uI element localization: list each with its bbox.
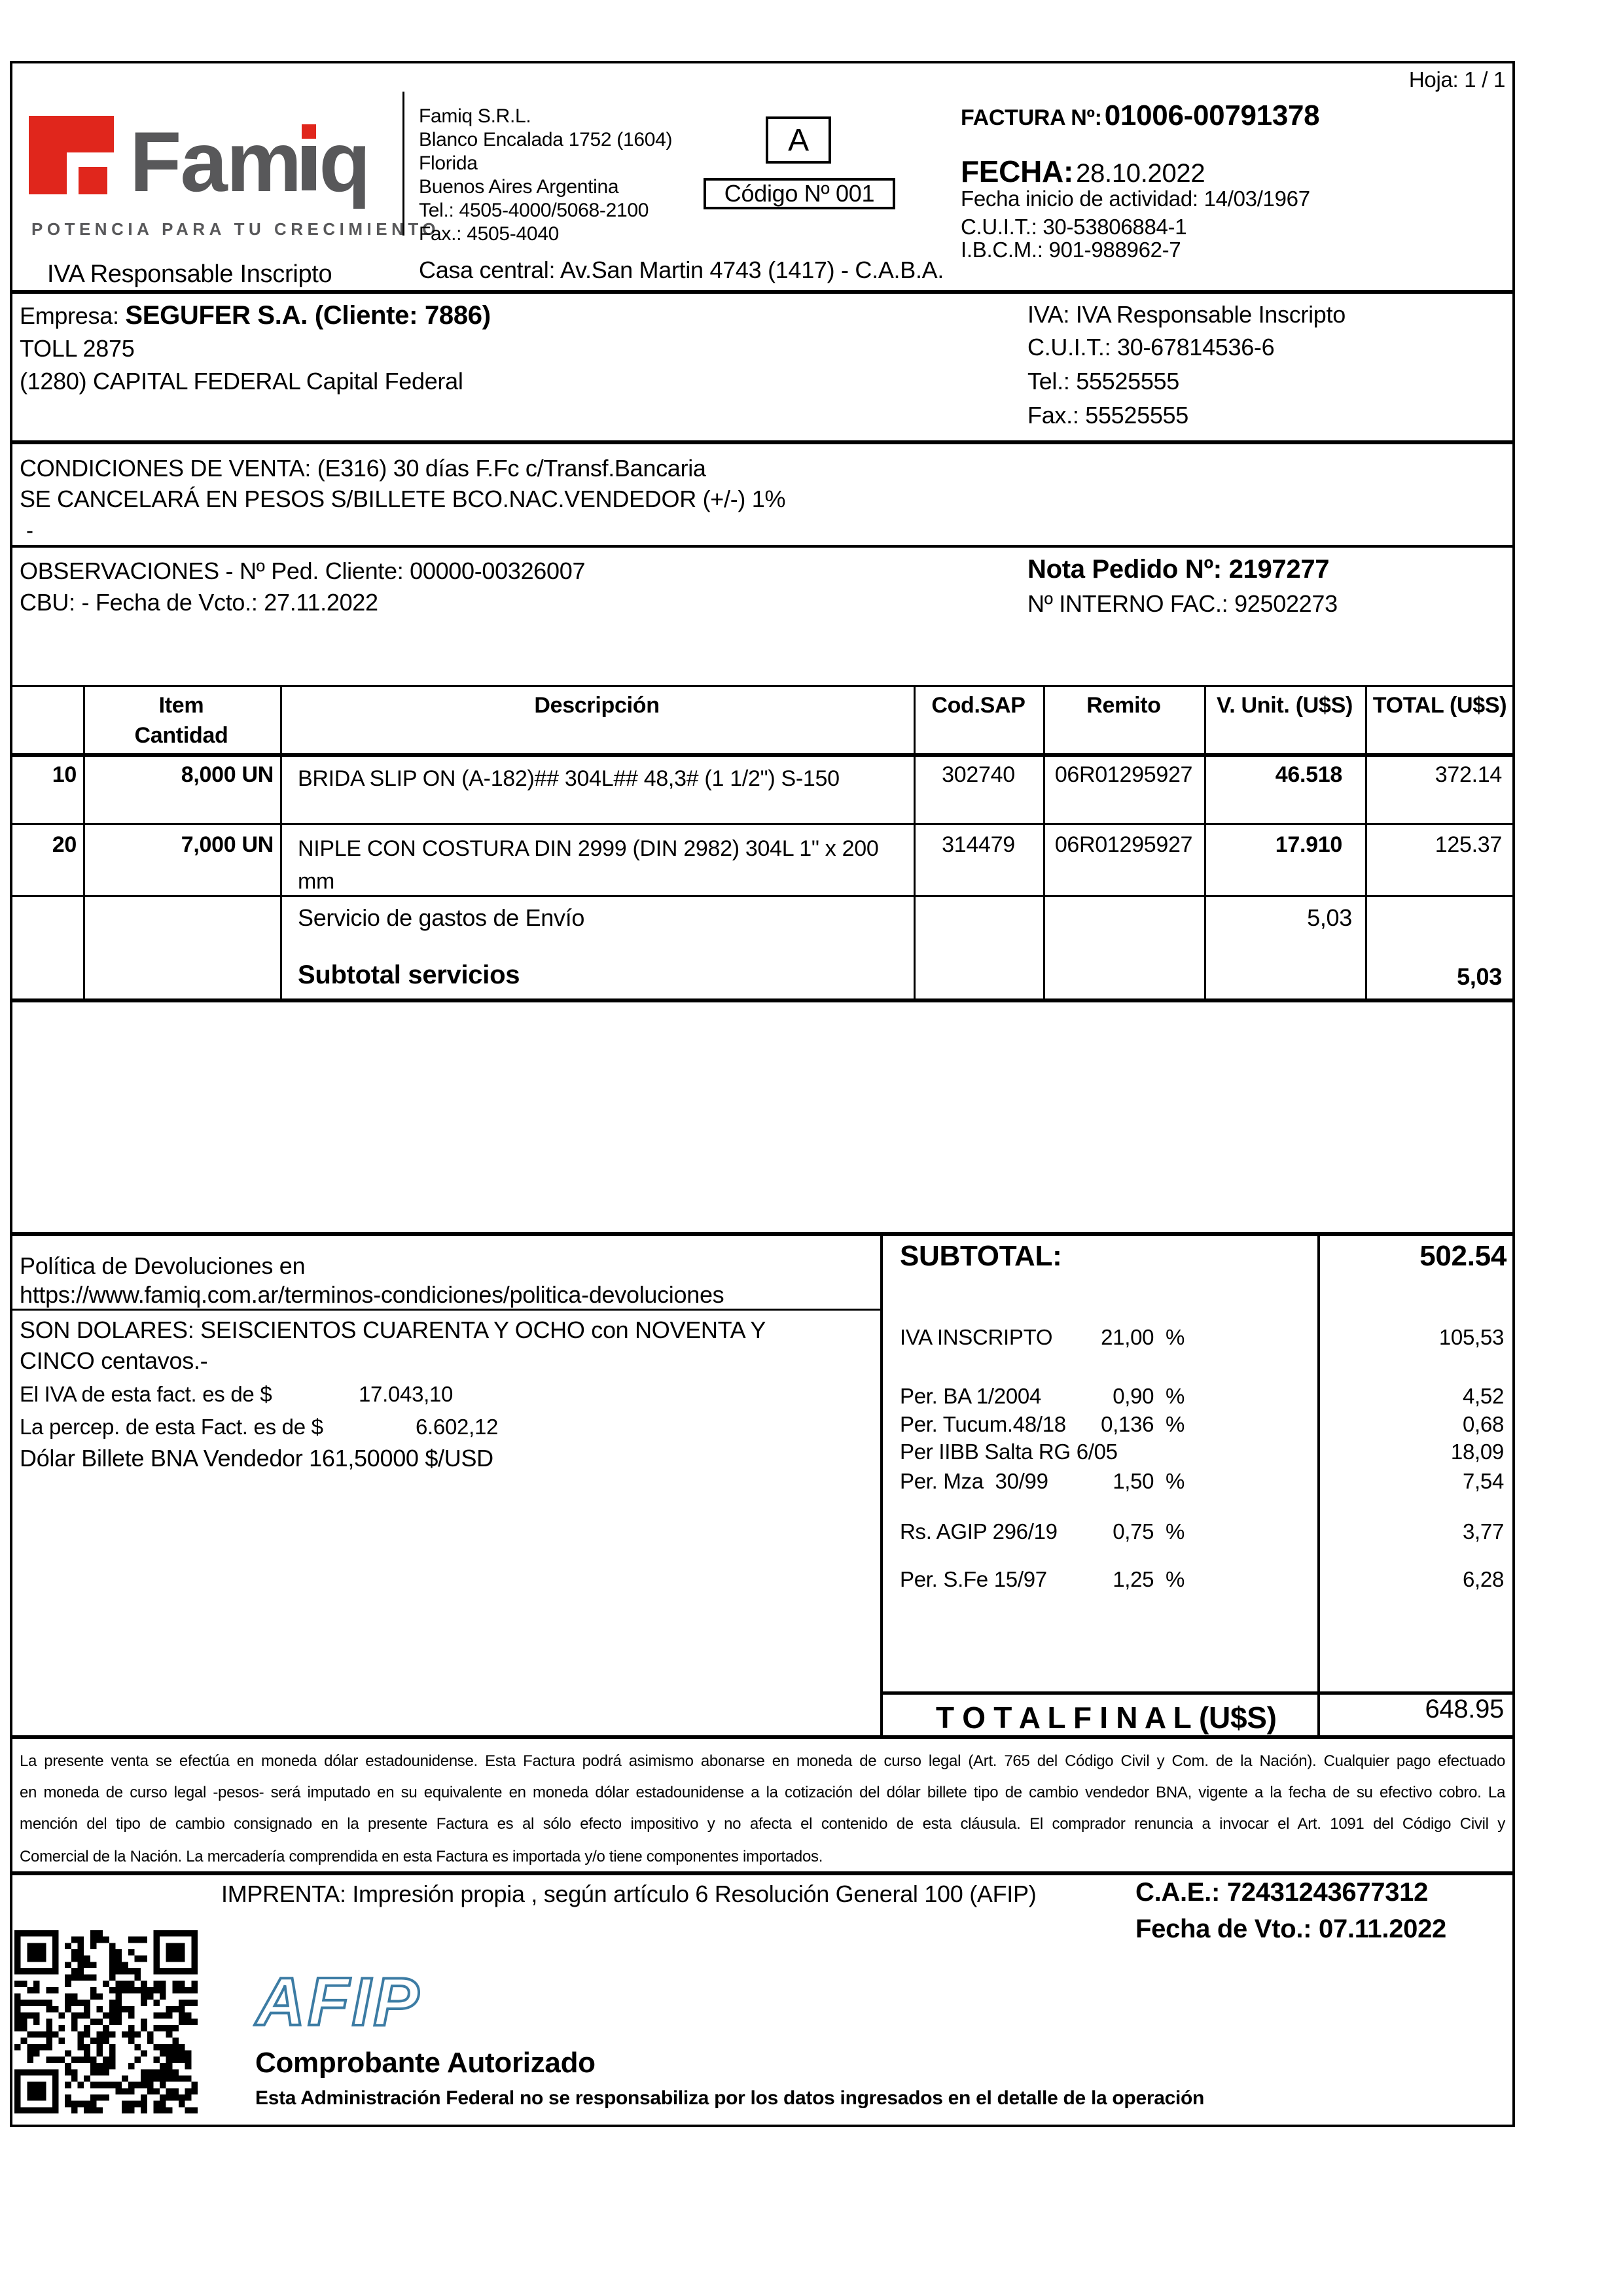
percep-note-label: La percep. de esta Fact. es de $ xyxy=(20,1415,323,1439)
condiciones-line2: SE CANCELARÁ EN PESOS S/BILLETE BCO.NAC.VENDEDOR (+/-) 1% xyxy=(20,486,786,512)
customer-tel: Tel.: 55525555 xyxy=(1027,368,1179,395)
col-header-codsap: Cod.SAP xyxy=(931,693,1026,718)
inicio-actividad: Fecha inicio de actividad: 14/03/1967 xyxy=(961,186,1310,211)
legal-bottom-line xyxy=(10,1871,1515,1875)
legal-line1: La presente venta se efectúa en moneda dólar estadounidense. Esta Factura podrá asimismo abonarse en moneda de curso legal (Art. 765 del Código Civil y Com. de la Nación). Cualquier pago efectuado xyxy=(20,1752,1505,1770)
row-divider xyxy=(10,823,1515,825)
company-address2: Florida xyxy=(419,152,478,174)
codigo-box: Código Nº 001 xyxy=(704,178,895,209)
tax-value: 3,77 xyxy=(1462,1519,1504,1544)
fecha-line xyxy=(961,154,1205,189)
cell-descripcion: BRIDA SLIP ON (A-182)## 304L## 48,3# (1 1/2") S-150 xyxy=(298,766,840,791)
observaciones-line: OBSERVACIONES - Nº Ped. Cliente: 00000-00326007 xyxy=(20,557,586,584)
col-header-vunit: V. Unit. (U$S) xyxy=(1216,693,1353,718)
tax-row xyxy=(900,1439,1504,1466)
legal-line3: mención del tipo de cambio consignado en la presente Factura es al sólo efecto impositivo y no afecta el contenido de esta cláusula. El comprador renuncia a invocar el Art. 1091 del Código Civil y xyxy=(20,1815,1505,1833)
tax-label: IVA INSCRIPTO xyxy=(900,1325,1053,1349)
cell-remito: 06R01295927 xyxy=(1054,832,1193,857)
cell-total: 372.14 xyxy=(1435,762,1502,787)
company-address3: Buenos Aires Argentina xyxy=(419,176,619,198)
subtotal-label: SUBTOTAL: xyxy=(900,1240,1062,1272)
table-bottom-line xyxy=(10,998,1515,1002)
tax-row xyxy=(900,1325,1504,1351)
cell-vunit: 17.910 xyxy=(1275,832,1342,857)
company-address-block xyxy=(419,105,672,246)
fecha-value: 28.10.2022 xyxy=(1076,159,1205,188)
legal-line2: en moneda de curso legal -pesos- será imputado en su equivalente en moneda dólar estadounidense a la cotización del dólar billete tipo de cambio vendedor BNA, vigente a la fecha de su efectivo cobro. La xyxy=(20,1784,1505,1801)
subtotal-value: 502.54 xyxy=(1419,1240,1507,1272)
tax-value: 4,52 xyxy=(1462,1384,1504,1408)
famiq-logo-wordmark xyxy=(130,113,370,211)
cell-remito: 06R01295927 xyxy=(1054,762,1193,787)
empresa-label: Empresa: xyxy=(20,302,126,329)
invoice-letter-box: A xyxy=(766,116,831,164)
divider xyxy=(10,290,1515,294)
afip-logo-icon xyxy=(253,1963,488,2038)
table-row xyxy=(10,762,1515,821)
tax-row xyxy=(900,1469,1504,1495)
afip-disclaimer: Esta Administración Federal no se responsabiliza por los datos ingresados en el detalle de la operación xyxy=(255,2087,1205,2109)
afip-logo-text: AFIP xyxy=(256,1964,421,2038)
summary-bottom-line xyxy=(10,1735,1515,1739)
service-vunit: 5,03 xyxy=(1307,904,1352,931)
company-fax: Fax.: 4505-4040 xyxy=(419,223,559,245)
tax-row xyxy=(900,1519,1504,1545)
service-description: Servicio de gastos de Envío xyxy=(298,904,585,931)
table-header-line xyxy=(10,753,1515,757)
qr-code-icon xyxy=(14,1930,198,2113)
tax-row xyxy=(900,1384,1504,1410)
total-final-label: T O T A L F I N A L (U$S) xyxy=(936,1701,1277,1735)
factura-label: FACTURA Nº: xyxy=(961,105,1102,130)
cell-cantidad: 8,000 UN xyxy=(181,762,274,787)
tax-pct: 1,25 % xyxy=(1113,1567,1185,1591)
iva-status: IVA Responsable Inscripto xyxy=(47,260,332,288)
url-divider xyxy=(10,1309,880,1311)
empresa-name: SEGUFER S.A. (Cliente: 7886) xyxy=(125,301,491,330)
cell-total: 125.37 xyxy=(1435,832,1502,857)
cell-item: 20 xyxy=(52,832,77,857)
tax-value: 7,54 xyxy=(1462,1469,1504,1493)
logo-text-q: q xyxy=(319,114,370,209)
company-address1: Blanco Encalada 1752 (1604) xyxy=(419,129,673,150)
tax-pct: 1,50 % xyxy=(1113,1469,1185,1493)
condiciones-line3: - xyxy=(26,518,33,542)
tax-label: Per. BA 1/2004 xyxy=(900,1384,1041,1408)
customer-iva: IVA: IVA Responsable Inscripto xyxy=(1027,301,1346,328)
iva-note-label: El IVA de esta fact. es de $ xyxy=(20,1382,272,1406)
empresa-line xyxy=(20,301,491,330)
tax-label: Rs. AGIP 296/19 xyxy=(900,1519,1058,1544)
divider xyxy=(10,545,1515,548)
tax-pct: 0,75 % xyxy=(1113,1519,1185,1544)
customer-fax: Fax.: 55525555 xyxy=(1027,402,1188,429)
logo-letter-i xyxy=(300,128,319,191)
imprenta-line: IMPRENTA: Impresión propia , según artículo 6 Resolución General 100 (AFIP) xyxy=(221,1881,1037,1907)
numero-interno: Nº INTERNO FAC.: 92502273 xyxy=(1027,590,1338,617)
divider xyxy=(10,440,1515,444)
condiciones-line1: CONDICIONES DE VENTA: (E316) 30 días F.Fc c/Transf.Bancaria xyxy=(20,455,706,482)
customer-cuit: C.U.I.T.: 30-67814536-6 xyxy=(1027,334,1275,361)
dolar-note: Dólar Billete BNA Vendedor 161,50000 $/USD xyxy=(20,1445,493,1472)
company-ibcm: I.B.C.M.: 901-988962-7 xyxy=(961,238,1181,262)
col-header-item: Item xyxy=(158,693,204,718)
legal-line4: Comercial de la Nación. La mercadería comprendida en esta Factura es importada y/o tiene componentes importados. xyxy=(20,1848,823,1865)
factura-number-line xyxy=(961,99,1319,132)
col-header-total: TOTAL (U$S) xyxy=(1372,693,1507,718)
col-header-remito: Remito xyxy=(1086,693,1161,718)
cae-vencimiento: Fecha de Vto.: 07.11.2022 xyxy=(1135,1915,1446,1943)
amount-words-line2: CINCO centavos.- xyxy=(20,1347,208,1374)
cell-descripcion: NIPLE CON COSTURA DIN 2999 (DIN 2982) 304L 1" x 200 mm xyxy=(298,836,879,894)
customer-address2: (1280) CAPITAL FEDERAL Capital Federal xyxy=(20,368,463,395)
table-header-row xyxy=(10,685,1515,753)
percep-note-value: 6.602,12 xyxy=(416,1415,499,1439)
amount-words-line1: SON DOLARES: SEISCIENTOS CUARENTA Y OCHO con NOVENTA Y xyxy=(20,1316,766,1343)
header-divider xyxy=(402,92,404,236)
fecha-label: FECHA: xyxy=(961,154,1073,188)
tax-pct: 0,90 % xyxy=(1113,1384,1185,1408)
total-final-value: 648.95 xyxy=(1425,1695,1504,1723)
factura-number: 01006-00791378 xyxy=(1104,99,1320,132)
company-cuit: C.U.I.T.: 30-53806884-1 xyxy=(961,215,1187,239)
cae-number: C.A.E.: 72431243677312 xyxy=(1135,1878,1429,1907)
tax-label: Per. S.Fe 15/97 xyxy=(900,1567,1047,1591)
iva-note-value: 17.043,10 xyxy=(359,1382,454,1406)
devoluciones-line1: Política de Devoluciones en xyxy=(20,1252,306,1279)
page-counter: Hoja: 1 / 1 xyxy=(1408,67,1505,92)
summary-left-line xyxy=(880,1232,883,1739)
tax-row xyxy=(900,1412,1504,1438)
tax-row xyxy=(900,1567,1504,1593)
cell-vunit: 46.518 xyxy=(1275,762,1342,787)
company-tel: Tel.: 4505-4000/5068-2100 xyxy=(419,200,649,221)
devoluciones-url[interactable] xyxy=(20,1281,724,1309)
cell-codsap: 314479 xyxy=(942,832,1015,857)
tax-label: Per. Mza 30/99 xyxy=(900,1469,1048,1493)
logo-text-fam: Fam xyxy=(130,114,301,209)
col-header-cantidad: Cantidad xyxy=(134,723,228,748)
nota-pedido: Nota Pedido Nº: 2197277 xyxy=(1027,555,1330,584)
tax-value: 6,28 xyxy=(1462,1567,1504,1591)
subtotal-servicios-value: 5,03 xyxy=(1457,963,1502,990)
company-name: Famiq S.R.L. xyxy=(419,105,531,127)
tax-value: 0,68 xyxy=(1462,1412,1504,1436)
famiq-logo-icon xyxy=(29,116,114,194)
tax-label: Per. Tucum.48/18 xyxy=(900,1412,1066,1436)
tax-label: Per IIBB Salta RG 6/05 xyxy=(900,1439,1118,1464)
cell-codsap: 302740 xyxy=(942,762,1015,787)
col-header-descripcion: Descripción xyxy=(534,693,660,718)
tax-value: 18,09 xyxy=(1450,1439,1504,1464)
subtotal-servicios-label: Subtotal servicios xyxy=(298,961,520,989)
table-row xyxy=(10,832,1515,895)
cell-item: 10 xyxy=(52,762,77,787)
cbu-line: CBU: - Fecha de Vcto.: 27.11.2022 xyxy=(20,589,378,616)
tax-pct: 0,136 % xyxy=(1101,1412,1185,1436)
customer-address1: TOLL 2875 xyxy=(20,335,135,362)
tax-pct: 21,00 % xyxy=(1101,1325,1185,1349)
cell-cantidad: 7,000 UN xyxy=(181,832,274,857)
tax-value: 105,53 xyxy=(1438,1325,1504,1349)
brand-tagline: POTENCIA PARA TU CRECIMIENTO xyxy=(31,219,440,239)
comprobante-autorizado: Comprobante Autorizado xyxy=(255,2047,596,2079)
devoluciones-link[interactable]: https://www.famiq.com.ar/terminos-condiciones/politica-devoluciones xyxy=(20,1281,724,1308)
summary-top-line xyxy=(10,1232,1515,1236)
casa-central: Casa central: Av.San Martin 4743 (1417) - C.A.B.A. xyxy=(419,256,944,283)
